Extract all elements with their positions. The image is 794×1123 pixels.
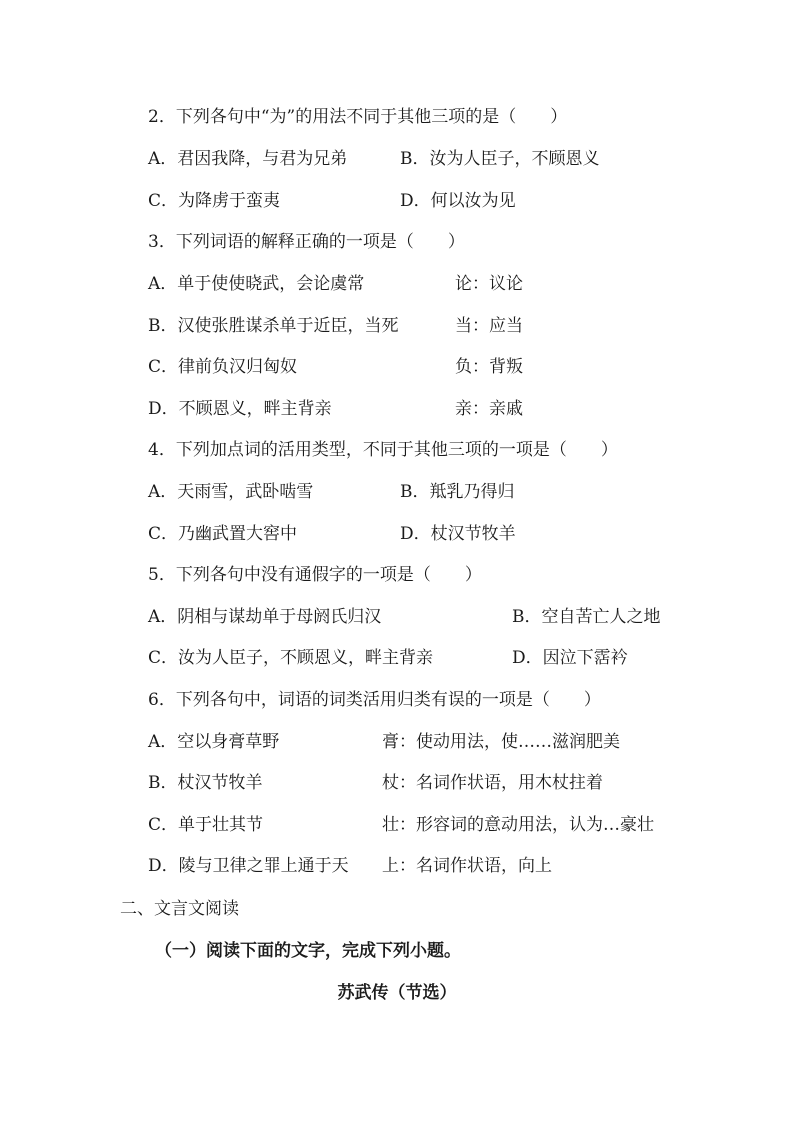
q4-option-a: A．天雨雪，武卧啮雪	[148, 482, 314, 502]
q5-option-b: B．空自苦亡人之地	[512, 607, 661, 627]
q5-option-a: A．阴相与谋劫单于母阏氏归汉	[148, 607, 382, 627]
q4-stem: 4．下列加点词的活用类型，不同于其他三项的一项是（ ）	[148, 440, 618, 460]
q3-option-d-gloss: 亲：亲戚	[455, 399, 523, 419]
q3-stem: 3．下列词语的解释正确的一项是（ ）	[148, 232, 465, 252]
q4-option-d: D．杖汉节牧羊	[400, 524, 516, 544]
q5-option-d: D．因泣下霑衿	[512, 648, 628, 668]
q6-option-a: A．空以身膏草野	[148, 732, 280, 752]
q4-option-c: C．乃幽武置大窖中	[148, 524, 298, 544]
q3-option-b-gloss: 当：应当	[455, 316, 523, 336]
q2-option-a: A．君因我降，与君为兄弟	[148, 149, 348, 169]
q2-option-c: C．为降虏于蛮夷	[148, 191, 281, 211]
q6-option-b-gloss: 杖：名词作状语，用木杖拄着	[382, 773, 603, 793]
q4-option-b: B．羝乳乃得归	[400, 482, 515, 502]
section-heading: 二、文言文阅读	[120, 899, 239, 919]
q5-option-c: C．汝为人臣子，不顾恩义，畔主背亲	[148, 648, 434, 668]
q2-option-d: D．何以汝为见	[400, 191, 516, 211]
q3-option-b: B．汉使张胜谋杀单于近臣，当死	[148, 316, 399, 336]
q3-option-d: D．不顾恩义，畔主背亲	[148, 399, 332, 419]
q2-stem: 2．下列各句中“为”的用法不同于其他三项的是（ ）	[148, 107, 568, 127]
q6-stem: 6．下列各句中，词语的词类活用归类有误的一项是（ ）	[148, 690, 601, 710]
q6-option-d-gloss: 上：名词作状语，向上	[382, 856, 552, 876]
q5-stem: 5．下列各句中没有通假字的一项是（ ）	[148, 565, 482, 585]
q3-option-a: A．单于使使晓武，会论虞常	[148, 274, 365, 294]
q6-option-a-gloss: 膏：使动用法，使……滋润肥美	[382, 732, 620, 752]
q6-option-c: C．单于壮其节	[148, 815, 264, 835]
q6-option-d: D．陵与卫律之罪上通于天	[148, 856, 349, 876]
q3-option-a-gloss: 论：议论	[455, 274, 523, 294]
subsection-heading: （一）阅读下面的文字，完成下列小题。	[155, 941, 461, 961]
q2-option-b: B．汝为人臣子，不顾恩义	[400, 149, 600, 169]
q3-option-c-gloss: 负：背叛	[455, 357, 523, 377]
passage-title: 苏武传（节选）	[337, 983, 457, 1003]
q6-option-c-gloss: 壮：形容词的意动用法，认为…豪壮	[382, 815, 654, 835]
q3-option-c: C．律前负汉归匈奴	[148, 357, 298, 377]
q6-option-b: B．杖汉节牧羊	[148, 773, 263, 793]
